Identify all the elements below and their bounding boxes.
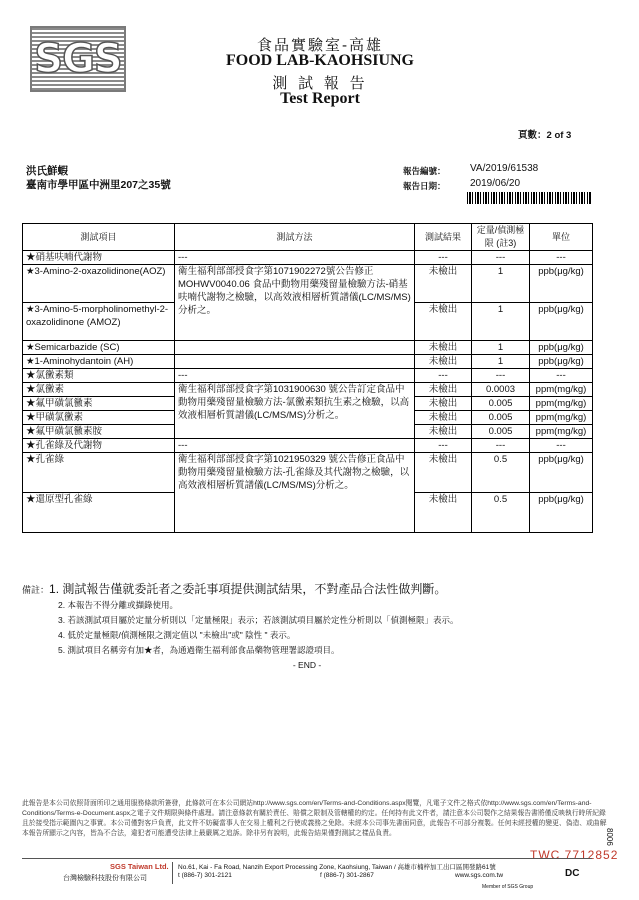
test-result: 未檢出 <box>415 303 472 341</box>
test-limit: --- <box>472 251 530 265</box>
logo-text: SGS <box>34 36 122 82</box>
test-result: 未檢出 <box>415 355 472 369</box>
test-limit: 0.5 <box>472 493 530 533</box>
test-result: 未檢出 <box>415 383 472 397</box>
test-item: ★孔雀綠及代謝物 <box>23 439 175 453</box>
test-unit: ppb(μg/kg) <box>530 265 593 303</box>
test-item: ★氟甲磺氯黴素胺 <box>23 425 175 439</box>
test-result: --- <box>415 439 472 453</box>
test-item: ★Semicarbazide (SC) <box>23 341 175 355</box>
test-limit: --- <box>472 439 530 453</box>
test-result: 未檢出 <box>415 265 472 303</box>
test-item: ★孔雀綠 <box>23 453 175 493</box>
end-marker: - END - <box>292 660 322 670</box>
test-item: ★1-Aminohydantoin (AH) <box>23 355 175 369</box>
test-unit: ppb(μg/kg) <box>530 493 593 533</box>
test-limit: 1 <box>472 265 530 303</box>
report-title-zh: 測 試 報 告 <box>272 74 368 92</box>
col-header-unit: 單位 <box>530 224 593 251</box>
test-method: --- <box>175 251 415 265</box>
col-header-limit: 定量/偵測極限 (註3) <box>472 224 530 251</box>
test-unit: ppm(mg/kg) <box>530 397 593 411</box>
table-header-row <box>23 224 593 251</box>
table-row <box>23 439 593 453</box>
test-unit: ppm(mg/kg) <box>530 411 593 425</box>
footer-tel: t (886-7) 301-2121 <box>178 872 232 879</box>
notes-label: 備註： <box>22 585 50 595</box>
test-unit: --- <box>530 439 593 453</box>
test-limit: 0.005 <box>472 411 530 425</box>
test-unit: ppb(μg/kg) <box>530 303 593 341</box>
footer-fax: f (886-7) 301-2867 <box>320 872 374 879</box>
note-1-text: 1. 測試報告僅就委託者之委託事項提供測試結果，不對產品合法性做判斷。 <box>49 582 447 596</box>
note-4: 4. 低於定量極限/偵測極限之測定值以 "未檢出"或" 陰性 " 表示。 <box>58 630 296 640</box>
test-result: 未檢出 <box>415 453 472 493</box>
test-item: ★甲磺氯黴素 <box>23 411 175 425</box>
test-limit: --- <box>472 369 530 383</box>
test-item: ★氟甲磺氯黴素 <box>23 397 175 411</box>
test-method: --- <box>175 439 415 453</box>
test-result: --- <box>415 251 472 265</box>
test-limit: 0.5 <box>472 453 530 493</box>
sgs-logo <box>30 26 126 92</box>
test-item: ★3-Amino-2-oxazolidinone(AOZ) <box>23 265 175 303</box>
disclaimer: 此報告是本公司依照背面所印之通用服務條款所簽發，此條款可在本公司網站http://www.sgs.com/en/Terms-and-Conditions.aspx閱覽，凡電子文件之格式依http://www.sgs.com/en/Terms-and-Conditions/Terms-e-Document.aspx之電子文件期限與條件處理。請注意條款有關於責任、賠償之限制及管轄權的約定。任何持有此文件者，請注意本公司製作之結果報告書將僅反映執行時所紀錄且於接受指示範圍內之事實。本公司僅對客戶負責，此文件不妨礙當事人在交易上權利之行使或義務之免除。未經本公司事先書面同意，此報告不可部分複製。任何未經授權的變更、偽造、或曲解本報告所顯示之內容，皆為不合法，違犯者可能遭受法律上最嚴厲之追訴。除非另有說明，此報告結果僅對測試之樣品負責。 <box>22 800 607 837</box>
serial-number: TWC 7712852 <box>530 848 619 862</box>
test-method: 衛生福利部部授食字第1071902272號公告修正MOHWV0040.06 食品中動物用藥殘留量檢驗方法-硝基呋喃代謝物之檢驗，以高效液相層析質譜儀(LC/MS/MS)分析之。 <box>175 265 415 341</box>
test-result: 未檢出 <box>415 411 472 425</box>
test-limit: 0.0003 <box>472 383 530 397</box>
client-address: 臺南市學甲區中洲里207之35號 <box>26 179 171 191</box>
note-1 <box>22 582 622 598</box>
footer-divider <box>22 858 592 859</box>
test-unit: ppm(mg/kg) <box>530 425 593 439</box>
page-label: 頁數： <box>518 130 547 141</box>
test-method-empty <box>175 355 415 369</box>
barcode-image <box>467 192 592 204</box>
notes-section <box>22 582 622 673</box>
table-row <box>23 265 593 303</box>
report-no-value: VA/2019/61538 <box>470 163 539 174</box>
table-row <box>23 355 593 369</box>
test-unit: ppm(mg/kg) <box>530 383 593 397</box>
footer-address: No.61, Kai - Fa Road, Nanzih Export Processing Zone, Kaohsiung, Taiwan / 高雄市楠梓加工出口區開發路61號 <box>178 864 496 871</box>
table-row <box>23 453 593 493</box>
footer-separator <box>172 862 173 884</box>
footer-web: www.sgs.com.tw <box>455 872 504 879</box>
test-limit: 1 <box>472 355 530 369</box>
col-header-result: 測試結果 <box>415 224 472 251</box>
test-result: 未檢出 <box>415 493 472 533</box>
test-item: ★氯黴素類 <box>23 369 175 383</box>
test-limit: 0.005 <box>472 397 530 411</box>
test-method: --- <box>175 369 415 383</box>
page-value: 2 of 3 <box>546 130 572 141</box>
side-code: 8006 <box>605 828 614 846</box>
footer-company-en: SGS Taiwan Ltd. <box>110 862 169 871</box>
test-unit: --- <box>530 369 593 383</box>
lab-title-en: FOOD LAB-KAOHSIUNG <box>225 52 414 69</box>
col-header-method: 測試方法 <box>175 224 415 251</box>
test-unit: ppb(μg/kg) <box>530 341 593 355</box>
test-result: 未檢出 <box>415 425 472 439</box>
page-number <box>518 127 571 141</box>
test-method-empty <box>175 341 415 355</box>
test-unit: ppb(μg/kg) <box>530 355 593 369</box>
test-result: --- <box>415 369 472 383</box>
table-row <box>23 251 593 265</box>
test-item: ★3-Amino-5-morpholinomethyl-2-oxazolidinone (AMOZ) <box>23 303 175 341</box>
results-table <box>22 223 593 533</box>
test-unit: ppb(μg/kg) <box>530 453 593 493</box>
test-limit: 1 <box>472 341 530 355</box>
report-date-label: 報告日期： <box>403 181 446 191</box>
test-limit: 1 <box>472 303 530 341</box>
lab-title-zh: 食品實驗室-高雄 <box>256 36 384 54</box>
test-item: ★氯黴素 <box>23 383 175 397</box>
footer-dc: DC <box>565 868 580 879</box>
test-limit: 0.005 <box>472 425 530 439</box>
client-name: 洪氏鮮蝦 <box>26 165 68 177</box>
table-row <box>23 383 593 397</box>
test-method: 衛生福利部部授食字第1031900630 號公告訂定食品中動物用藥殘留量檢驗方法-氯黴素類抗生素之檢驗，以高效液相層析質譜儀(LC/MS/MS)分析之。 <box>175 383 415 439</box>
test-item: ★硝基呋喃代謝物 <box>23 251 175 265</box>
test-unit: --- <box>530 251 593 265</box>
table-row <box>23 341 593 355</box>
test-method: 衛生福利部部授食字第1021950329 號公告修正食品中動物用藥殘留量檢驗方法-孔雀綠及其代謝物之檢驗，以高效液相層析質譜儀(LC/MS/MS)分析之。 <box>175 453 415 533</box>
test-result: 未檢出 <box>415 397 472 411</box>
test-result: 未檢出 <box>415 341 472 355</box>
footer-member: Member of SGS Group <box>482 884 534 890</box>
table-row <box>23 369 593 383</box>
report-no-label: 報告編號： <box>403 166 446 176</box>
test-item: ★還原型孔雀綠 <box>23 493 175 533</box>
footer-company-zh: 台灣檢驗科技股份有限公司 <box>63 875 147 882</box>
report-title-en: Test Report <box>280 90 360 107</box>
note-2: 2. 本報告不得分離或擷錄使用。 <box>58 600 178 610</box>
report-date-value: 2019/06/20 <box>470 178 521 189</box>
col-header-item: 測試項目 <box>23 224 175 251</box>
note-3: 3. 若該測試項目屬於定量分析則以「定量極限」表示；若該測試項目屬於定性分析則以「偵測極限」表示。 <box>58 615 459 625</box>
note-5: 5. 測試項目名稱旁有加★者，為通過衛生福利部食品藥物管理署認證項目。 <box>58 645 340 655</box>
